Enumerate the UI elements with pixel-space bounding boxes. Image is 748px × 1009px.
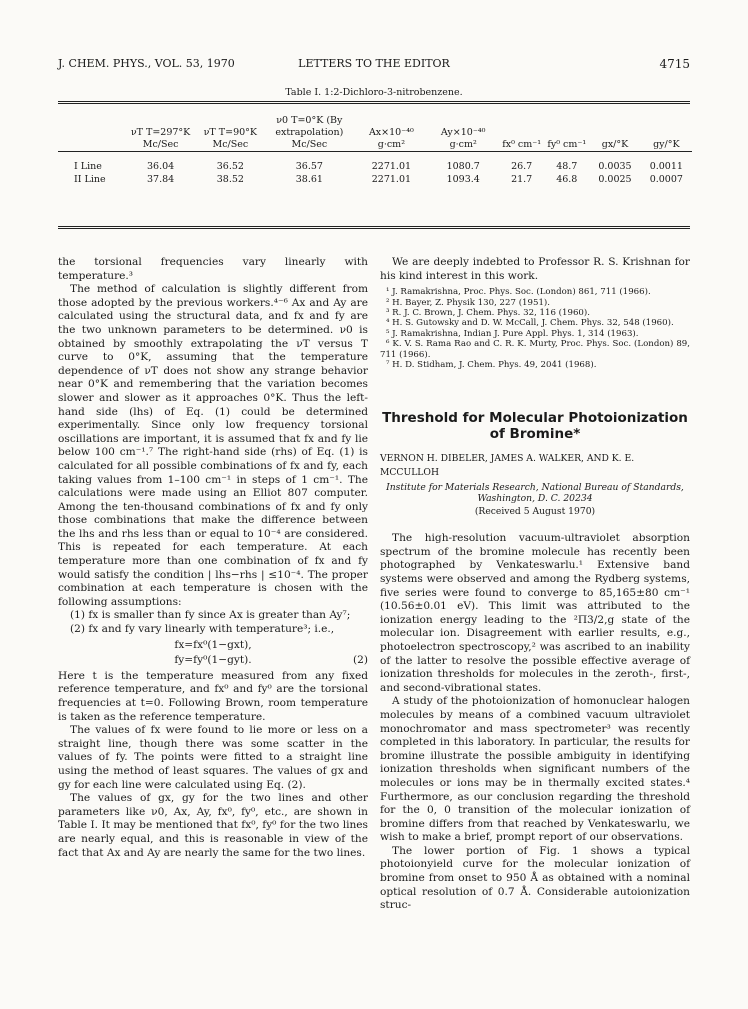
table-cell: 0.0007	[649, 174, 683, 185]
page-number: 4715	[659, 57, 690, 71]
paragraph: The high-resolution vacuum-ultraviolet absorption spectrum of the bromine molecule has recently been photographed by Venkateswarlu.¹ Extensive band systems were observed and among the Rydberg systems, five series were found to converge to 85,165±80 cm⁻¹ (10.56±0.01 eV). This limit was attributed to the ionization energy leading to the ²Π3/2,g state of the molecular ion. Disagreement with earlier results, e.g., photoelectron spectroscopy,² was ascribed to an inability of the latter to resolve the possible effective average of ionization thresholds for molecules in the zeroth-, first-, and second-vibrational states.	[380, 532, 690, 694]
table-header-row	[58, 115, 692, 152]
paragraph: The lower portion of Fig. 1 shows a typical photoionyield curve for the molecular ionization of bromine from onset to 950 Å as obtained with a nominal optical resolution of 0.7 Å. Considerable autoionization struc-	[380, 844, 690, 912]
reference-item: ⁴ H. S. Gutowsky and D. W. McCall, J. Chem. Phys. 32, 548 (1960).	[386, 318, 674, 329]
table-cell: 36.52	[216, 161, 244, 172]
table-cell: 2271.01	[371, 161, 412, 172]
table-header-cell: fx⁰ cm⁻¹	[502, 139, 542, 150]
table-cell: II Line	[74, 174, 106, 185]
equation-fy: fy=fy⁰(1−gyt).	[174, 654, 252, 667]
assumption-2: (2) fx and fy vary linearly with temperature³; i.e.,	[70, 623, 335, 636]
table-cell: 0.0035	[598, 161, 632, 172]
table-top-rule	[58, 101, 690, 104]
journal-citation: J. CHEM. PHYS., VOL. 53, 1970	[58, 57, 235, 70]
paragraph: Here t is the temperature measured from any fixed reference temperature, and fx⁰ and fy⁰ are the torsional frequencies at t=0. Following Brown, room temperature is taken as the reference temperature.	[58, 669, 368, 723]
reference-item: ⁶ K. V. S. Rama Rao and C. R. K. Murty, Proc. Phys. Soc. (London) 89, 711 (1966).	[380, 339, 690, 360]
equation-number: (2)	[352, 654, 368, 667]
left-column	[58, 256, 368, 860]
acknowledgment: We are deeply indebted to Professor R. S. Krishnan for his kind interest in this work.	[380, 256, 690, 282]
right-column	[380, 256, 690, 913]
table-caption: Table I. 1:2-Dichloro-3-nitrobenzene.	[285, 87, 463, 98]
table-cell: 46.8	[556, 174, 578, 185]
table-header-cell: Ax×10⁻⁴⁰ g·cm²	[368, 127, 414, 150]
paragraph: The values of fx were found to lie more or less on a straight line, though there was some scatter in the values of fy. The points were fitted to a straight line using the method of least squares. The values of gx and gy for each line were calculated using Eq. (2).	[58, 724, 368, 791]
paragraph: A study of the photoionization of homonuclear halogen molecules by means of a combined vacuum ultraviolet monochromator and mass spectrometer³ was recently completed in this laboratory. In particular, the results for bromine illustrate the possible ambiguity in identifying ionization thresholds when significant numbers of the molecules or ions may be in thermally excited states.⁴ Furthermore, as our conclusion regarding the threshold for the 0, 0 transition of the molecular ionization of bromine differs from that reached by Venkateswarlu, we wish to make a brief, prompt report of our observations.	[380, 695, 690, 844]
reference-item: ³ R. J. C. Brown, J. Chem. Phys. 32, 116 (1960).	[386, 308, 590, 318]
authors: VERNON H. DIBELER, JAMES A. WALKER, AND K. E. MCCULLOH	[380, 453, 635, 479]
reference-item: ⁵ J. Ramakrishna, Indian J. Pure Appl. Phys. 1, 314 (1963).	[386, 328, 639, 339]
article-title: Threshold for Molecular Photoionization of Bromine*	[382, 410, 688, 443]
table-cell: 0.0011	[649, 161, 683, 172]
table-row	[58, 160, 692, 173]
table-cell: 48.7	[556, 161, 578, 172]
table-header-cell: Ay×10⁻⁴⁰ g·cm²	[440, 127, 486, 150]
table-header-cell: νT T=90°K Mc/Sec	[203, 127, 258, 150]
reference-item: ⁷ H. D. Stidham, J. Chem. Phys. 49, 2041 (1968).	[386, 360, 597, 371]
equation-line	[58, 654, 368, 668]
reference-item: ¹ J. Ramakrishna, Proc. Phys. Soc. (London) 861, 711 (1966).	[386, 287, 651, 298]
table-header-cell: gy/°K	[653, 139, 680, 150]
table-cell: 1080.7	[446, 161, 480, 172]
table-header-cell: νT T=297°K Mc/Sec	[130, 127, 191, 150]
table-cell: 38.61	[295, 174, 323, 185]
table-cell: 37.84	[146, 174, 175, 185]
table-cell: 21.7	[511, 174, 533, 185]
table-header-cell: fy⁰ cm⁻¹	[547, 139, 587, 150]
table-cell: I Line	[74, 161, 102, 172]
table-cell: 1093.4	[446, 174, 480, 185]
table-header-cell: gx/°K	[601, 139, 629, 150]
equation-line	[58, 639, 368, 653]
table-cell: 36.57	[295, 161, 323, 172]
affiliation: Institute for Materials Research, National Bureau of Standards, Washington, D. C. 20234	[386, 481, 684, 504]
table-bottom-rule	[58, 226, 690, 229]
equation-fx: fx=fx⁰(1−gxt),	[174, 638, 252, 651]
reference-item: ² H. Bayer, Z. Physik 130, 227 (1951).	[386, 297, 551, 308]
data-table	[58, 115, 692, 186]
paragraph: The values of gx, gy for the two lines and other parameters like ν0, Ax, Ay, fx⁰, fy⁰, etc., are shown in Table I. It may be mentioned that fx⁰, fy⁰ for the two lines are nearly equal, and this is reasonable in view of the fact that Ax and Ay are nearly the same for the two lines.	[58, 792, 368, 859]
table-cell: 26.7	[511, 161, 533, 172]
table-header-cell: ν0 T=0°K (By extrapolation) Mc/Sec	[275, 115, 344, 150]
table-cell: 0.0025	[598, 174, 632, 185]
paragraph: The method of calculation is slightly different from those adopted by the previous workers.⁴⁻⁶ Ax and Ay are calculated using the structural data, and fx and fy are the two unknown parameters to be determined. ν0 is obtained by smoothly extrapolating the νT versus T curve to 0°K, assuming that the temperature dependence of νT does not show any strange behavior near 0°K and remembering that the variation becomes slower and slower as it approaches 0°K. Thus the left-hand side (lhs) of Eq. (1) could be determined experimentally. Since only low frequency torsional oscillations are important, it is assumed that fx and fy lie below 100 cm⁻¹.⁷ The right-hand side (rhs) of Eq. (1) is calculated for all possible combinations of fx and fy, each taking values from 1–100 cm⁻¹ in steps of 1 cm⁻¹. The calculations were made using an Elliot 807 computer. Among the ten-thousand combinations of fx and fy only those combinations that make the difference between the lhs and rhs less than or equal to 10⁻⁴ are considered. This is repeated for each temperature. At each temperature more than one combination of fx and fy would satisfy the condition | lhs−rhs | ≤10⁻⁴. The proper combination at each temperature is chosen with the following assumptions:	[58, 283, 368, 608]
assumption-1: (1) fx is smaller than fy since Ax is greater than Ay⁷;	[70, 609, 351, 622]
table-header-cell	[58, 115, 124, 152]
table-cell: 36.04	[146, 161, 175, 172]
table-cell: 38.52	[216, 174, 244, 185]
table-cell: 2271.01	[371, 174, 412, 185]
received-date: (Received 5 August 1970)	[474, 505, 596, 517]
section-title: LETTERS TO THE EDITOR	[298, 57, 450, 70]
reference-list	[380, 287, 690, 370]
table-row	[58, 173, 692, 186]
paragraph: the torsional frequencies vary linearly with temperature.³	[58, 256, 368, 282]
